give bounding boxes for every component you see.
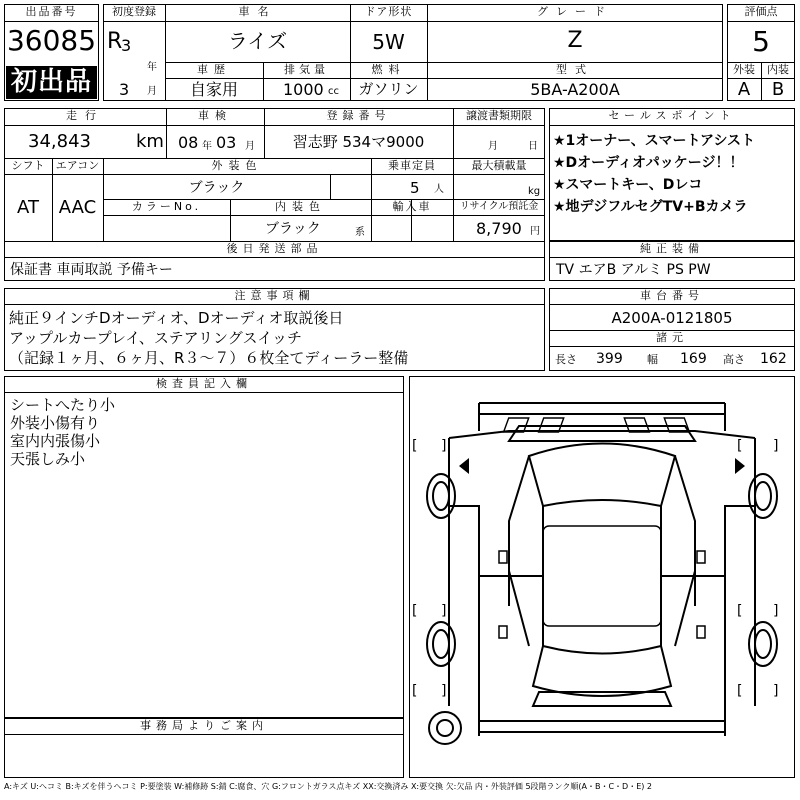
exterior-grade: A — [737, 79, 751, 100]
max-load-unit: kg — [528, 186, 541, 197]
sales-point-3: ★スマートキー、Dレコ — [553, 177, 703, 193]
diagram-bracket-left-2-open: [ — [412, 603, 418, 619]
ac-label: エアコン — [55, 159, 100, 172]
transfer-label: 譲渡書類期限 — [466, 109, 532, 122]
diagram-bracket-right-3-open: [ — [737, 683, 743, 699]
equipment-value: TV エアB アルミ PS PW — [556, 262, 711, 278]
sales-points-label: セールスポイント — [608, 109, 736, 122]
chassis-label: 車台番号 — [640, 289, 704, 302]
later-parts-value: 保証書 車両取説 予備キー — [10, 262, 173, 278]
reg-month: 3 — [119, 80, 130, 99]
dims-label: 諸元 — [656, 331, 688, 344]
mileage-unit: km — [136, 131, 164, 152]
history-label: 車歴 — [197, 63, 231, 76]
int-color-value: ブラック — [265, 221, 321, 237]
reg-year: 3 — [121, 36, 132, 55]
diagram-bracket-right-1-open: [ — [737, 438, 743, 454]
shift-label: シフト — [11, 159, 45, 172]
equipment-label: 純正装備 — [640, 242, 704, 255]
shift-value: AT — [17, 197, 39, 218]
inspection-year: 08 — [178, 133, 199, 152]
interior-label: 内装 — [767, 63, 789, 76]
model-value: 5BA-A200A — [530, 80, 620, 99]
diagram-bracket-left-3-open: [ — [412, 683, 418, 699]
score-label: 評価点 — [744, 5, 778, 18]
diagram-bracket-left-1-close: ] — [441, 438, 447, 454]
exterior-label: 外装 — [733, 63, 755, 76]
ext-color-label: 外装色 — [211, 159, 263, 172]
inspector-line-1: シートへたり小 — [10, 396, 116, 414]
transfer-day-unit: 日 — [528, 141, 538, 152]
diagram-bracket-right-2-close: ] — [773, 603, 779, 619]
inspector-line-3: 室内内張傷小 — [10, 432, 101, 450]
spare-wheel — [429, 712, 461, 744]
int-color-label: 内装色 — [275, 200, 326, 213]
notes-line-1: 純正９インチDオーディオ、Dオーディオ取説後日 — [9, 309, 344, 327]
car-diagram — [409, 376, 795, 778]
front-right-wheel — [749, 474, 777, 518]
width-value: 169 — [680, 351, 707, 367]
model-label: 型式 — [556, 63, 594, 76]
max-load-label: 最大積載量 — [471, 159, 527, 172]
diagram-bracket-left-3-close: ] — [441, 683, 447, 699]
import-label: 輸入車 — [392, 200, 432, 213]
rear-right-wheel — [749, 622, 777, 666]
door-value: 5W — [372, 30, 405, 54]
int-color-suffix: 系 — [355, 227, 365, 238]
grade-label: グレード — [537, 5, 613, 18]
first-reg-label: 初度登録 — [112, 5, 156, 18]
year-unit: 年 — [147, 62, 157, 73]
diagram-bracket-right-3-close: ] — [773, 683, 779, 699]
plate-label: 登録番号 — [326, 109, 391, 122]
displacement-unit: cc — [328, 86, 339, 97]
diagram-bracket-right-2-open: [ — [737, 603, 743, 619]
notes-line-3: （記録１ヶ月、６ヶ月、R３～７）６枚全てディーラー整備 — [9, 349, 409, 367]
transfer-month-unit: 月 — [488, 141, 498, 152]
diagram-bracket-left-1-open: [ — [412, 438, 418, 454]
plate-value: 習志野 534マ9000 — [292, 133, 425, 151]
capacity-unit: 人 — [434, 184, 444, 195]
ext-color-value: ブラック — [188, 180, 245, 196]
inspection-month-unit: 月 — [245, 141, 255, 152]
lot-number: 36085 — [6, 24, 97, 57]
rear-left-wheel — [427, 622, 455, 666]
capacity-value: 5 — [410, 179, 420, 197]
inspector-line-4: 天張しみ小 — [10, 450, 86, 468]
car-name-label: 車名 — [238, 5, 277, 18]
width-label: 幅 — [647, 353, 658, 366]
displacement-value: 1000 — [283, 80, 324, 99]
inspection-year-unit: 年 — [202, 141, 212, 152]
fuel-value: ガソリン — [358, 80, 419, 98]
sales-point-1: ★1オーナー、スマートアシスト — [553, 133, 756, 149]
grade-value: Z — [567, 28, 583, 53]
recycle-value: 8,790 — [476, 219, 522, 238]
legend-text: A:キズ U:ヘコミ B:キズを伴うヘコミ P:要塗装 W:補修跡 S:錆 C:腐食、穴 G:フロントガラス点キズ XX:交換済み X:要交換 欠:欠品 内・外装評価 5段階ランク順(A・B・C・D・E) 2 — [4, 782, 653, 791]
era: R — [107, 29, 123, 54]
displacement-label: 排気量 — [284, 63, 329, 76]
capacity-label: 乗車定員 — [388, 159, 436, 172]
notes-label: 注意事項欄 — [234, 289, 315, 302]
first-listing-text: 初出品 — [10, 67, 92, 97]
height-label: 高さ — [723, 353, 745, 366]
windshield-top — [509, 426, 695, 441]
length-value: 399 — [596, 351, 623, 367]
sales-point-2: ★Dオーディオパッケージ！！ — [553, 155, 744, 171]
diagram-bracket-right-1-close: ] — [773, 438, 779, 454]
fuel-label: 燃料 — [371, 63, 406, 76]
inspector-label: 検査員記入欄 — [156, 377, 252, 390]
length-label: 長さ — [555, 353, 577, 366]
door-label: ドア形状 — [364, 5, 413, 18]
inspection-label: 車検 — [198, 109, 232, 122]
score-value: 5 — [752, 25, 770, 58]
mileage-value: 34,843 — [28, 131, 91, 152]
month-unit: 月 — [147, 86, 157, 97]
recycle-unit: 円 — [530, 226, 540, 237]
chassis-value: A200A-0121805 — [611, 309, 733, 327]
front-left-wheel — [427, 474, 455, 518]
history-value: 自家用 — [189, 80, 238, 99]
mileage-label: 走行 — [66, 109, 104, 122]
later-parts-label: 後日発送部品 — [226, 242, 323, 255]
lot-label: 出品番号 — [25, 5, 78, 18]
recycle-label: リサイクル預託金 — [459, 201, 539, 212]
car-name: ライズ — [227, 29, 288, 53]
inspection-month: 03 — [216, 133, 237, 152]
height-value: 162 — [760, 351, 787, 367]
office-label: 事務局よりご案内 — [140, 719, 268, 732]
color-no-label: カラーNo. — [131, 200, 202, 213]
ac-value: AAC — [58, 197, 97, 218]
inspector-line-2: 外装小傷有り — [10, 414, 101, 432]
rear-window — [533, 646, 671, 696]
diagram-bracket-left-2-close: ] — [441, 603, 447, 619]
sales-point-4: ★地デジフルセグTV+Bカメラ — [553, 199, 748, 215]
notes-line-2: アップルカープレイ、ステアリングスイッチ — [9, 329, 302, 347]
interior-grade: B — [771, 79, 785, 100]
windshield — [529, 444, 675, 507]
